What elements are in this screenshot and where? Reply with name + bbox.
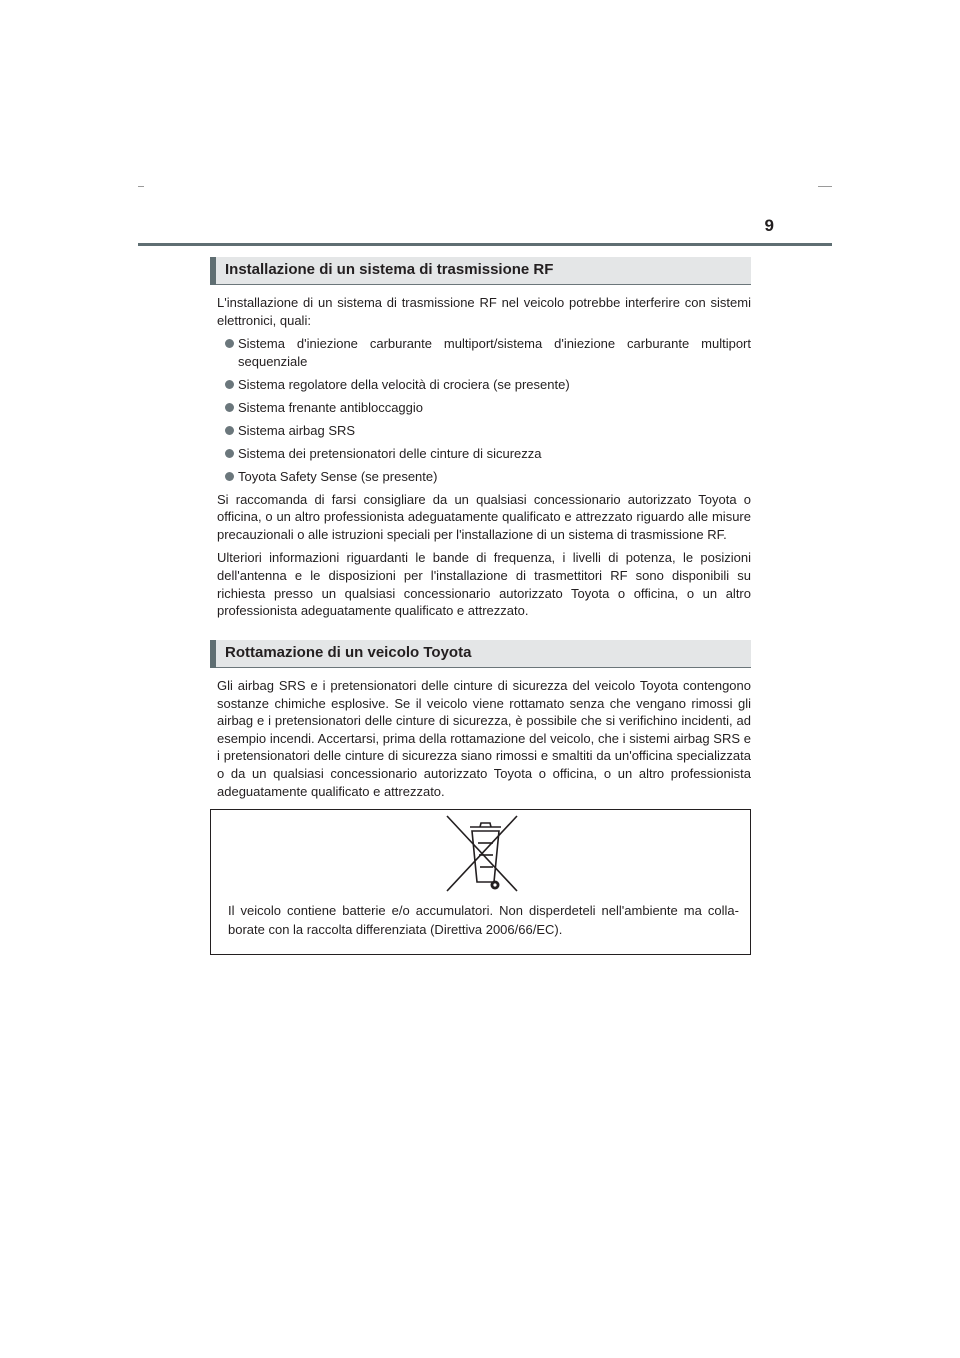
bullet-dot-icon [225, 339, 234, 348]
list-item-text: Toyota Safety Sense (se presente) [238, 468, 438, 484]
list-item [210, 445, 751, 463]
list-item [210, 468, 751, 486]
list-item-text: Sistema regolatore della velocità di crociera (se presente) [238, 376, 570, 392]
crop-mark-right [818, 186, 832, 187]
rf-intro-text: L'installazione di un sistema di trasmissione RF nel veicolo potrebbe interferire con sistemi elettronici, quali: [217, 295, 751, 328]
header-rule [138, 243, 832, 246]
list-item-text: Sistema dei pretensionatori delle cinture di sicurezza [238, 445, 542, 461]
section-scrap [210, 640, 751, 806]
bullet-dot-icon [225, 426, 234, 435]
list-item [210, 376, 751, 394]
bullet-dot-icon [225, 449, 234, 458]
section-title-rf: Installazione di un sistema di trasmissione RF [225, 261, 554, 278]
list-item [210, 399, 751, 417]
rf-advice-paragraph: Si raccomanda di farsi consigliare da un qualsiasi concessionario autorizzato Toyota o officina, o un altro professionista adeguatamente qualificato e attrezzato riguardo alle misure precauzionali o alle istruzioni speciali per l'installazione di un sistema di trasmissione RF. [217, 491, 751, 542]
rf-systems-list [210, 335, 751, 485]
section-heading-rf [210, 257, 751, 285]
battery-notice-box [210, 809, 751, 955]
list-item [210, 335, 751, 370]
crop-mark-left [138, 186, 144, 187]
section-rf [210, 257, 751, 626]
page-number: 9 [764, 216, 774, 235]
list-item-text: Sistema frenante antibloccaggio [238, 399, 424, 415]
list-item-text: Sistema airbag SRS [238, 422, 356, 438]
section-heading-scrap [210, 640, 751, 668]
bullet-dot-icon [225, 472, 234, 481]
crossed-out-wheelie-bin-icon [443, 814, 521, 894]
list-item [210, 422, 751, 440]
battery-notice-text: Il veicolo contiene batterie e/o accumulatori. Non disperdeteli nell'ambiente ma collaborate con la raccolta differenziata (Direttiva 2006/66/EC). [228, 903, 739, 937]
list-item-text: Sistema d'iniezione carburante multiport/sistema d'iniezione carburante multiport sequenziale [238, 336, 751, 369]
heading-accent-bar [210, 257, 216, 285]
section-title-scrap: Rottamazione di un veicolo Toyota [225, 644, 472, 661]
heading-accent-bar [210, 640, 216, 668]
bullet-dot-icon [225, 403, 234, 412]
scrap-paragraph: Gli airbag SRS e i pretensionatori delle cinture di sicurezza del veicolo Toyota contengono sostanze chimiche esplosive. Se il veicolo viene rottamato senza che vengano rimossi gli airbag e i pretensionatori delle cinture di sicurezza, è possibile che si verifichino incidenti, ad esempio incendi. Accertarsi, prima della rottamazione del veicolo, che i sistemi airbag SRS e i pretensionatori delle cinture di sicurezza siano rimossi e smaltiti da un'officina specializzata o da un qualsiasi concessionario autorizzato Toyota o officina, o un altro professionista adeguatamente qualificato e attrezzato. [217, 678, 751, 799]
bullet-dot-icon [225, 380, 234, 389]
rf-info-paragraph: Ulteriori informazioni riguardanti le bande di frequenza, i livelli di potenza, le posizioni dell'antenna e le disposizioni per l'installazione di trasmettitori RF sono disponibili su richiesta presso un qualsiasi concessionario autorizzato Toyota o officina, o un altro professionista adeguatamente qualificato e attrezzato. [217, 550, 751, 619]
